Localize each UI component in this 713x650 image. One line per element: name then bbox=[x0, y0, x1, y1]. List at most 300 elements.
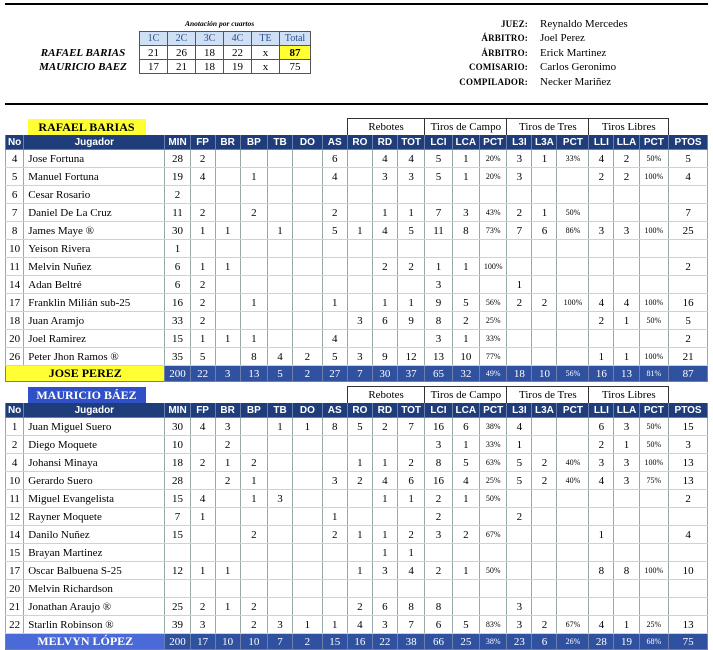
stat-cell bbox=[557, 186, 589, 204]
stat-cell: 3 bbox=[589, 454, 614, 472]
stat-cell: 10 bbox=[452, 348, 479, 366]
column-header: PCT bbox=[557, 403, 589, 418]
player-row bbox=[6, 616, 708, 634]
stat-cell bbox=[215, 348, 240, 366]
stat-cell bbox=[347, 508, 372, 526]
stat-cell: 50% bbox=[480, 562, 507, 580]
stat-cell: 17 bbox=[6, 562, 24, 580]
quarter-score: 26 bbox=[168, 46, 196, 60]
stat-cell: 2 bbox=[425, 490, 452, 508]
stat-cell bbox=[347, 490, 372, 508]
group-rebotes: Rebotes bbox=[347, 387, 425, 404]
stat-cell bbox=[480, 598, 507, 616]
stat-cell bbox=[480, 186, 507, 204]
player-row bbox=[6, 454, 708, 472]
stat-cell: 4 bbox=[589, 150, 614, 168]
stat-cell: 7 bbox=[397, 418, 424, 436]
stat-cell bbox=[589, 598, 614, 616]
stat-cell: 11 bbox=[425, 222, 452, 240]
top-rule bbox=[5, 3, 708, 5]
stat-cell: 1 bbox=[614, 348, 639, 366]
stat-cell: 21 bbox=[6, 598, 24, 616]
quarters-table bbox=[27, 31, 311, 74]
stat-cell: 2 bbox=[240, 598, 267, 616]
stat-cell: 6 bbox=[372, 598, 397, 616]
stat-cell bbox=[557, 168, 589, 186]
stat-cell: 1 bbox=[215, 222, 240, 240]
stat-cell: 86% bbox=[557, 222, 589, 240]
column-header: PCT bbox=[557, 135, 589, 150]
stat-cell bbox=[507, 186, 532, 204]
stat-cell bbox=[589, 204, 614, 222]
stat-cell: 2 bbox=[397, 454, 424, 472]
group-tiros-tres: Tiros de Tres bbox=[507, 119, 589, 136]
stat-cell: 12 bbox=[165, 562, 190, 580]
stat-cell: 3 bbox=[372, 616, 397, 634]
stat-cell bbox=[268, 472, 293, 490]
group-tiros-campo: Tiros de Campo bbox=[425, 119, 507, 136]
stat-cell bbox=[507, 258, 532, 276]
player-name: Adan Beltré bbox=[24, 276, 165, 294]
stat-cell: 20 bbox=[6, 330, 24, 348]
stat-cell: 1 bbox=[240, 490, 267, 508]
stat-cell bbox=[557, 330, 589, 348]
stat-cell: 2 bbox=[293, 348, 323, 366]
quarter-score: x bbox=[252, 60, 280, 74]
stat-cell bbox=[639, 204, 669, 222]
stat-cell: 3 bbox=[268, 616, 293, 634]
stat-cell: 2 bbox=[614, 150, 639, 168]
stat-cell: 1 bbox=[614, 436, 639, 454]
column-header: L3A bbox=[532, 135, 557, 150]
stat-cell bbox=[215, 294, 240, 312]
stat-cell: 28 bbox=[165, 150, 190, 168]
stat-cell: 1 bbox=[452, 436, 479, 454]
stat-cell: 1 bbox=[190, 330, 215, 348]
column-header: RO bbox=[347, 403, 372, 418]
stat-cell: 1 bbox=[372, 294, 397, 312]
stat-cell bbox=[240, 436, 267, 454]
column-header: PCT bbox=[480, 403, 507, 418]
column-header: LCA bbox=[452, 403, 479, 418]
stat-cell: 19 bbox=[165, 168, 190, 186]
stat-cell bbox=[639, 330, 669, 348]
stat-cell bbox=[293, 150, 323, 168]
stat-cell: 25 bbox=[669, 222, 708, 240]
column-header: DO bbox=[293, 135, 323, 150]
stat-cell: 4 bbox=[190, 418, 215, 436]
stat-cell: 1 bbox=[347, 454, 372, 472]
stat-cell: 7 bbox=[507, 222, 532, 240]
stat-cell: 2 bbox=[614, 168, 639, 186]
official-value: Joel Perez bbox=[540, 32, 585, 45]
player-row bbox=[6, 418, 708, 436]
stat-cell bbox=[669, 240, 708, 258]
total-cell: 7 bbox=[268, 634, 293, 650]
stat-cell bbox=[532, 348, 557, 366]
stat-cell: 3 bbox=[425, 276, 452, 294]
stat-cell bbox=[557, 580, 589, 598]
quarter-score: 18 bbox=[196, 60, 224, 74]
stat-cell: 100% bbox=[557, 294, 589, 312]
stat-cell bbox=[215, 186, 240, 204]
stat-cell: 2 bbox=[240, 616, 267, 634]
column-header: L3A bbox=[532, 403, 557, 418]
stat-cell: 3 bbox=[268, 490, 293, 508]
stat-cell: 10 bbox=[669, 562, 708, 580]
total-cell: 18 bbox=[507, 366, 532, 382]
stat-cell: 2 bbox=[322, 526, 347, 544]
total-cell: 28 bbox=[589, 634, 614, 650]
player-name: Manuel Fortuna bbox=[24, 168, 165, 186]
boxscore-table bbox=[5, 386, 708, 650]
official-value: Carlos Geronimo bbox=[540, 61, 617, 74]
official-label: JUEZ: bbox=[500, 19, 528, 29]
stat-cell: 1 bbox=[452, 168, 479, 186]
stat-cell bbox=[480, 580, 507, 598]
quarter-score: 18 bbox=[196, 46, 224, 60]
stat-cell: 1 bbox=[452, 330, 479, 348]
stat-cell: 5 bbox=[322, 222, 347, 240]
stat-cell: 17 bbox=[6, 294, 24, 312]
stat-cell bbox=[347, 150, 372, 168]
stat-cell: 5 bbox=[452, 616, 479, 634]
stat-cell: 1 bbox=[215, 454, 240, 472]
stat-cell: 5 bbox=[507, 454, 532, 472]
stat-cell: 1 bbox=[452, 150, 479, 168]
quarter-header: Total bbox=[280, 32, 311, 46]
stat-cell: 1 bbox=[425, 258, 452, 276]
player-name: Melvin Richardson bbox=[24, 580, 165, 598]
stat-cell: 15 bbox=[165, 526, 190, 544]
total-cell: 68% bbox=[639, 634, 669, 650]
stat-cell: 2 bbox=[507, 294, 532, 312]
stat-cell bbox=[240, 276, 267, 294]
stat-cell: 1 bbox=[240, 330, 267, 348]
total-cell: 15 bbox=[322, 634, 347, 650]
stat-cell: 16 bbox=[165, 294, 190, 312]
stat-cell bbox=[507, 330, 532, 348]
stat-cell: 1 bbox=[6, 418, 24, 436]
column-header: PCT bbox=[639, 135, 669, 150]
stat-cell bbox=[190, 240, 215, 258]
stat-cell: 2 bbox=[347, 598, 372, 616]
stat-cell bbox=[215, 168, 240, 186]
stat-cell bbox=[347, 276, 372, 294]
player-row bbox=[6, 436, 708, 454]
stat-cell bbox=[589, 508, 614, 526]
stat-cell: 1 bbox=[507, 436, 532, 454]
total-cell: 56% bbox=[557, 366, 589, 382]
stat-cell bbox=[614, 276, 639, 294]
quarter-score: 21 bbox=[168, 60, 196, 74]
stat-cell bbox=[268, 312, 293, 330]
stat-cell: 2 bbox=[240, 454, 267, 472]
total-cell: 16 bbox=[589, 366, 614, 382]
quarter-score: 17 bbox=[140, 60, 168, 74]
stat-cell: 3 bbox=[425, 526, 452, 544]
stat-cell bbox=[397, 240, 424, 258]
stat-cell bbox=[532, 490, 557, 508]
stat-cell bbox=[614, 186, 639, 204]
stat-cell: 8 bbox=[6, 222, 24, 240]
stat-cell bbox=[557, 258, 589, 276]
stat-cell bbox=[293, 490, 323, 508]
column-header: LLI bbox=[589, 135, 614, 150]
stat-cell bbox=[215, 276, 240, 294]
stat-cell: 100% bbox=[639, 348, 669, 366]
stat-cell: 4 bbox=[190, 168, 215, 186]
total-cell: 81% bbox=[639, 366, 669, 382]
stat-cell bbox=[293, 526, 323, 544]
stat-cell: 28 bbox=[165, 472, 190, 490]
stat-cell bbox=[347, 258, 372, 276]
column-header: MIN bbox=[165, 403, 190, 418]
stat-cell bbox=[293, 544, 323, 562]
stat-cell: 5 bbox=[347, 418, 372, 436]
column-header: LCA bbox=[452, 135, 479, 150]
stat-cell: 3 bbox=[614, 222, 639, 240]
stat-cell bbox=[557, 562, 589, 580]
stat-cell: 100% bbox=[639, 222, 669, 240]
column-header: L3I bbox=[507, 135, 532, 150]
stat-cell bbox=[614, 240, 639, 258]
stat-cell: 3 bbox=[507, 598, 532, 616]
stat-cell: 1 bbox=[322, 508, 347, 526]
stat-cell bbox=[268, 258, 293, 276]
stat-cell: 5 bbox=[397, 222, 424, 240]
stat-cell bbox=[293, 562, 323, 580]
stat-cell bbox=[268, 508, 293, 526]
stat-cell: 2 bbox=[425, 562, 452, 580]
stat-cell: 4 bbox=[397, 562, 424, 580]
player-row bbox=[6, 562, 708, 580]
stat-cell bbox=[215, 204, 240, 222]
stat-cell bbox=[507, 240, 532, 258]
stat-cell bbox=[215, 490, 240, 508]
stat-cell bbox=[372, 240, 397, 258]
column-header: LCI bbox=[425, 135, 452, 150]
stat-cell: 33% bbox=[557, 150, 589, 168]
stat-cell: 7 bbox=[669, 204, 708, 222]
stat-cell bbox=[557, 490, 589, 508]
column-header: L3I bbox=[507, 403, 532, 418]
stat-cell: 3 bbox=[215, 418, 240, 436]
quarter-score: x bbox=[252, 46, 280, 60]
stat-cell bbox=[589, 258, 614, 276]
stat-cell: 3 bbox=[614, 454, 639, 472]
stat-cell bbox=[240, 418, 267, 436]
stat-cell: 8 bbox=[425, 312, 452, 330]
stat-cell: 4 bbox=[669, 526, 708, 544]
stat-cell: 1 bbox=[215, 562, 240, 580]
stat-cell: 25 bbox=[165, 598, 190, 616]
stat-cell bbox=[557, 508, 589, 526]
stat-cell: 11 bbox=[6, 490, 24, 508]
stat-cell: 3 bbox=[372, 168, 397, 186]
stat-cell: 6 bbox=[589, 418, 614, 436]
stat-cell bbox=[215, 240, 240, 258]
coach-name: MELVYN LÓPEZ bbox=[6, 634, 165, 650]
stat-cell bbox=[322, 580, 347, 598]
player-name: Daniel De La Cruz bbox=[24, 204, 165, 222]
stat-cell bbox=[190, 436, 215, 454]
stat-cell: 100% bbox=[639, 294, 669, 312]
quarters-team: RAFAEL BARIAS bbox=[27, 46, 140, 60]
stat-cell: 2 bbox=[6, 436, 24, 454]
stat-cell: 7 bbox=[397, 616, 424, 634]
player-name: Juan Miguel Suero bbox=[24, 418, 165, 436]
official-row bbox=[440, 60, 628, 74]
stat-cell bbox=[322, 544, 347, 562]
stat-cell: 2 bbox=[372, 418, 397, 436]
stat-cell bbox=[452, 276, 479, 294]
quarters-row bbox=[27, 46, 311, 60]
stat-cell bbox=[347, 204, 372, 222]
group-tiros-libres: Tiros Libres bbox=[589, 119, 669, 136]
stat-cell bbox=[293, 580, 323, 598]
total-cell: 16 bbox=[347, 634, 372, 650]
total-cell: 75 bbox=[669, 634, 708, 650]
stat-cell bbox=[639, 580, 669, 598]
stat-cell: 15 bbox=[165, 330, 190, 348]
stat-cell bbox=[557, 240, 589, 258]
player-name: Franklin Milián sub-25 bbox=[24, 294, 165, 312]
stat-cell: 7 bbox=[6, 204, 24, 222]
column-header: PCT bbox=[480, 135, 507, 150]
stat-cell: 2 bbox=[669, 258, 708, 276]
stat-cell: 2 bbox=[240, 526, 267, 544]
stat-cell bbox=[614, 258, 639, 276]
player-row bbox=[6, 240, 708, 258]
stat-cell: 4 bbox=[190, 490, 215, 508]
stat-cell bbox=[507, 580, 532, 598]
stat-cell: 1 bbox=[165, 240, 190, 258]
stat-cell bbox=[240, 240, 267, 258]
stat-cell bbox=[557, 436, 589, 454]
stat-cell: 6 bbox=[452, 418, 479, 436]
stat-cell: 2 bbox=[190, 312, 215, 330]
player-row bbox=[6, 222, 708, 240]
quarter-header: TE bbox=[252, 32, 280, 46]
stat-cell: 12 bbox=[6, 508, 24, 526]
stat-cell bbox=[532, 276, 557, 294]
quarter-header: 3C bbox=[196, 32, 224, 46]
stat-cell bbox=[480, 544, 507, 562]
official-value: Necker Mariñez bbox=[540, 75, 612, 88]
stat-cell: 75% bbox=[639, 472, 669, 490]
stat-cell: 100% bbox=[639, 168, 669, 186]
stat-cell: 4 bbox=[452, 472, 479, 490]
quarter-header: 1C bbox=[140, 32, 168, 46]
column-header: LLA bbox=[614, 135, 639, 150]
stat-cell: 1 bbox=[372, 544, 397, 562]
stat-cell bbox=[293, 454, 323, 472]
stat-cell bbox=[322, 598, 347, 616]
stat-cell: 6 bbox=[532, 222, 557, 240]
stat-cell: 4 bbox=[6, 150, 24, 168]
stat-cell bbox=[240, 580, 267, 598]
stat-cell: 100% bbox=[639, 454, 669, 472]
stat-cell bbox=[397, 580, 424, 598]
stat-cell bbox=[372, 276, 397, 294]
stat-cell: 1 bbox=[347, 526, 372, 544]
stat-cell bbox=[532, 330, 557, 348]
group-header-row bbox=[6, 119, 708, 136]
stat-cell bbox=[293, 472, 323, 490]
stat-cell: 16 bbox=[669, 294, 708, 312]
team-name: RAFAEL BARIAS bbox=[28, 119, 146, 135]
stat-cell bbox=[165, 544, 190, 562]
player-row bbox=[6, 294, 708, 312]
total-cell: 17 bbox=[190, 634, 215, 650]
stat-cell bbox=[397, 508, 424, 526]
stat-cell: 16 bbox=[425, 418, 452, 436]
stat-cell: 2 bbox=[215, 436, 240, 454]
total-cell: 13 bbox=[614, 366, 639, 382]
stat-cell bbox=[532, 186, 557, 204]
stat-cell bbox=[268, 240, 293, 258]
column-header: BP bbox=[240, 135, 267, 150]
stat-cell bbox=[589, 240, 614, 258]
stat-cell: 35 bbox=[165, 348, 190, 366]
stat-cell: 3 bbox=[507, 150, 532, 168]
total-cell: 7 bbox=[347, 366, 372, 382]
group-tiros-tres: Tiros de Tres bbox=[507, 387, 589, 404]
stat-cell bbox=[452, 508, 479, 526]
stat-cell: 9 bbox=[425, 294, 452, 312]
stat-cell: 7 bbox=[165, 508, 190, 526]
player-name: Danilo Nuñez bbox=[24, 526, 165, 544]
total-cell: 25 bbox=[452, 634, 479, 650]
group-tiros-libres: Tiros Libres bbox=[589, 387, 669, 404]
stat-cell: 4 bbox=[322, 330, 347, 348]
stat-cell bbox=[268, 526, 293, 544]
stat-cell: 8 bbox=[425, 454, 452, 472]
stat-cell bbox=[669, 544, 708, 562]
player-name: Cesar Rosario bbox=[24, 186, 165, 204]
stat-cell: 100% bbox=[639, 562, 669, 580]
stat-cell bbox=[293, 204, 323, 222]
total-cell: 22 bbox=[372, 634, 397, 650]
player-name: James Maye ® bbox=[24, 222, 165, 240]
stat-cell bbox=[452, 186, 479, 204]
stat-cell: 6 bbox=[397, 472, 424, 490]
stat-cell bbox=[347, 544, 372, 562]
stat-cell bbox=[190, 544, 215, 562]
boxscore-table bbox=[5, 118, 708, 382]
stat-cell bbox=[215, 508, 240, 526]
stat-cell bbox=[639, 544, 669, 562]
stat-cell: 2 bbox=[425, 508, 452, 526]
stat-cell bbox=[190, 472, 215, 490]
stat-cell bbox=[293, 294, 323, 312]
stat-cell: 9 bbox=[397, 312, 424, 330]
stat-cell bbox=[322, 562, 347, 580]
player-name: Brayan Martinez bbox=[24, 544, 165, 562]
total-cell: 38% bbox=[480, 634, 507, 650]
stat-cell: 30 bbox=[165, 418, 190, 436]
column-header: RO bbox=[347, 135, 372, 150]
stat-cell: 1 bbox=[240, 168, 267, 186]
stat-cell bbox=[425, 580, 452, 598]
stat-cell bbox=[268, 204, 293, 222]
stat-cell bbox=[347, 240, 372, 258]
column-header: PTOS bbox=[669, 403, 708, 418]
team-name: MAURICIO BÁEZ bbox=[28, 387, 146, 403]
stat-cell: 3 bbox=[425, 436, 452, 454]
total-cell: 10 bbox=[215, 634, 240, 650]
